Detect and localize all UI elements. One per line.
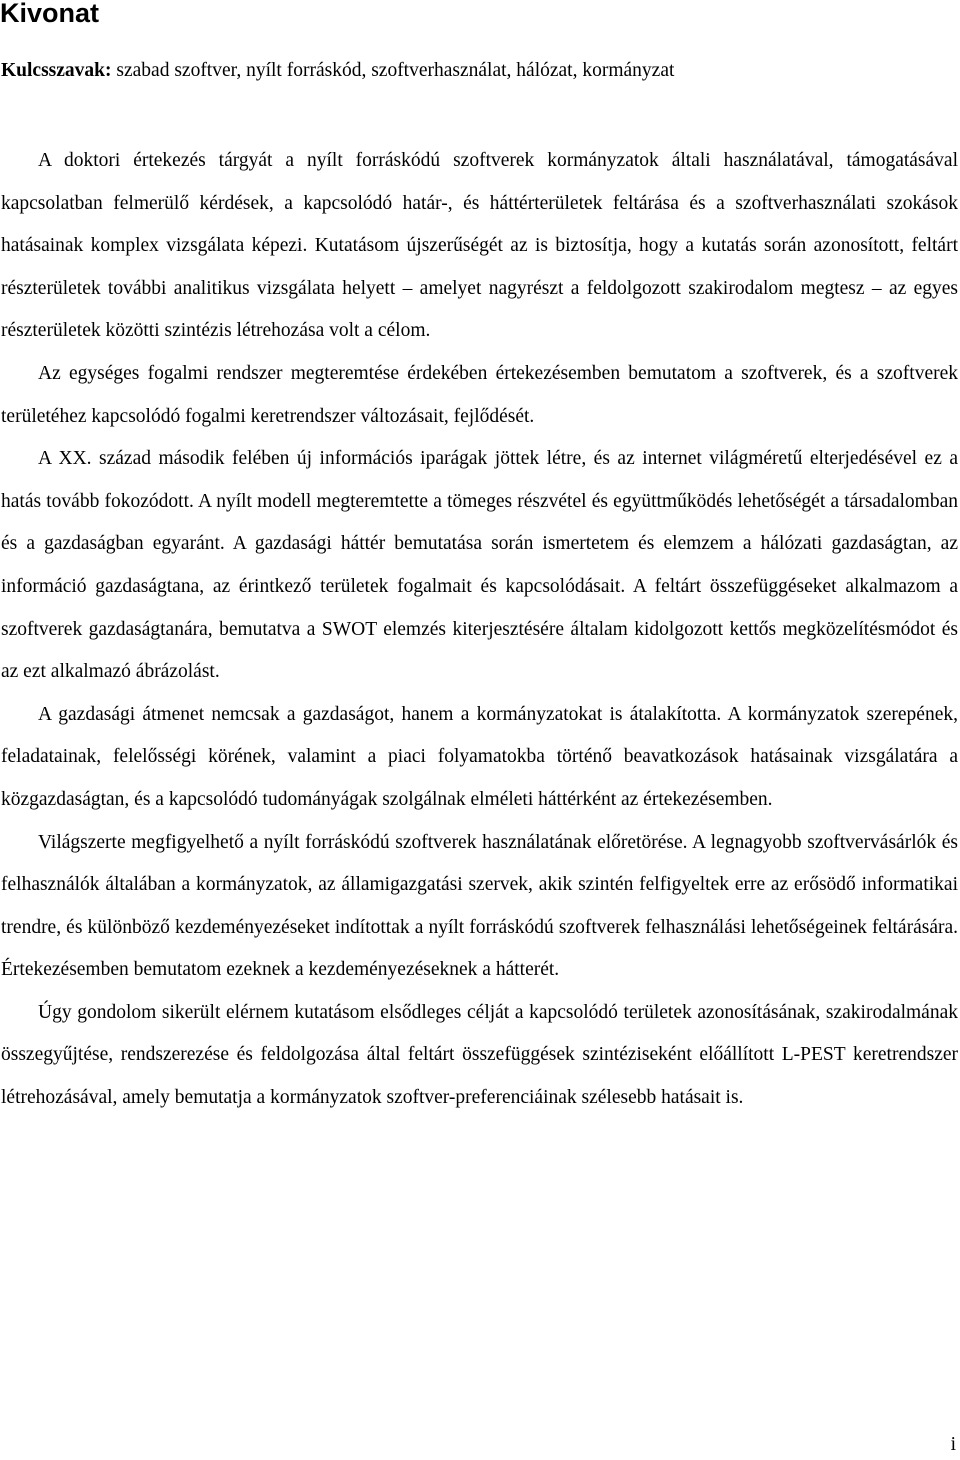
page-number: i xyxy=(950,1434,956,1455)
paragraph-6: Úgy gondolom sikerült elérnem kutatásom elsődleges célját a kapcsolódó területek azonosításának, szakirodalmának összegyűjtése, rendszerezése és feldolgozása által feltárt összefüggések szintéziseként előállított L-PEST keretrendszer létrehozásával, amely bemutatja a kormányzatok szoftver-preferenciáinak szélesebb hatásait is. xyxy=(1,1001,958,1109)
abstract-body xyxy=(1,140,958,1120)
paragraph-3: A XX. század második felében új információs iparágak jöttek létre, és az internet világméretű elterjedésével ez a hatás tovább fokozódott. A nyílt modell megteremtette a tömeges részvétel és együttműködés lehetőségét a társadalomban és a gazdaságban egyaránt. A gazdasági háttér bemutatása során ismertetem és elemzem a hálózati gazdaságtan, az információ gazdaságtana, az érintkező területek fogalmait és kapcsolódásait. A feltárt összefüggéseket alkalmazom a szoftverek gazdaságtanára, bemutatva a SWOT elemzés kiterjesztésére általam kidolgozott kettős megközelítésmódot és az ezt alkalmazó ábrázolást. xyxy=(1,448,958,683)
keywords-label: Kulcsszavak: xyxy=(1,60,112,81)
paragraph-5: Világszerte megfigyelhető a nyílt forráskódú szoftverek használatának előretörése. A legnagyobb szoftvervásárlók és felhasználók általában a kormányzatok, az államigazgatási szervek, akik szintén felfigyeltek erre az erősödő informatikai trendre, és különböző kezdeményezéseket indítottak a nyílt forráskódú szoftverek felhasználási lehetőségeinek feltárására. Értekezésemben bemutatom ezeknek a kezdeményezéseknek a hátterét. xyxy=(1,831,958,981)
paragraph-1: A doktori értekezés tárgyát a nyílt forráskódú szoftverek kormányzatok általi használatával, támogatásával kapcsolatban felmerülő kérdések, a kapcsolódó határ-, és háttérterületek feltárása és a szoftverhasználati szokások hatásainak komplex vizsgálata képezi. Kutatásom újszerűségét az is biztosítja, hogy a kutatás során azonosított, feltárt részterületek további analitikus vizsgálata helyett – amelyet nagyrészt a feldolgozott szakirodalom megtesz – az egyes részterületek közötti szintézis létrehozása volt a célom. xyxy=(1,150,958,342)
keywords-line xyxy=(1,56,959,86)
keywords-text: szabad szoftver, nyílt forráskód, szoftverhasználat, hálózat, kormányzat xyxy=(116,60,675,81)
page-heading: Kivonat xyxy=(0,0,100,28)
paragraph-4: A gazdasági átmenet nemcsak a gazdaságot, hanem a kormányzatokat is átalakította. A kormányzatok szerepének, feladatainak, felelősségi körének, valamint a piaci folyamatokba történő beavatkozások hatásainak vizsgálatára a közgazdaságtan, és a kapcsolódó tudományágak szolgálnak elméleti háttérként az értekezésemben. xyxy=(1,703,958,810)
paragraph-2: Az egységes fogalmi rendszer megteremtése érdekében értekezésemben bemutatom a szoftverek, és a szoftverek területéhez kapcsolódó fogalmi keretrendszer változásait, fejlődését. xyxy=(1,362,958,427)
